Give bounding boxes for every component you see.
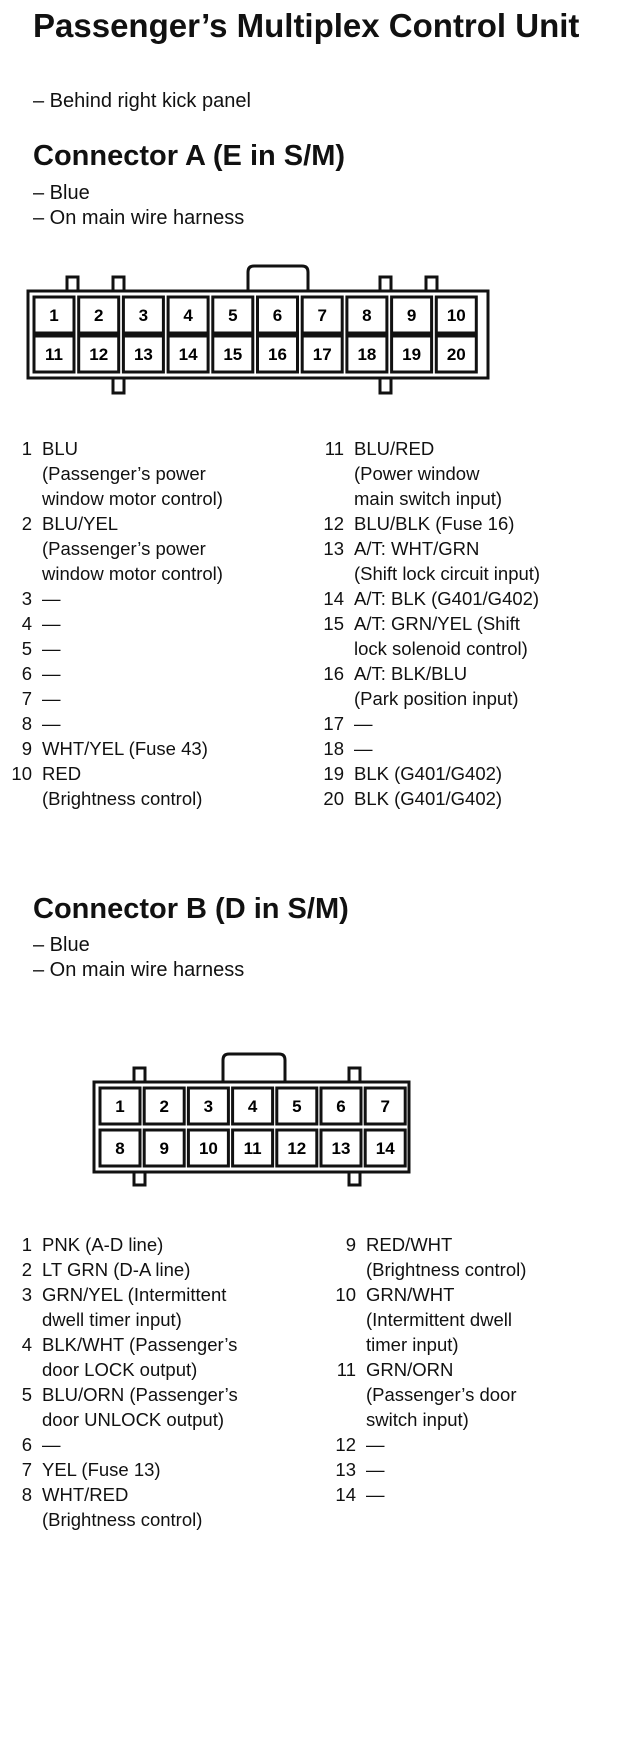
connector-a-pin-entry-text: A/T: WHT/GRN [354,538,480,559]
connector-a-pin-entry-text: WHT/YEL (Fuse 43) [42,738,208,759]
connector-a-pin-entry-text: BLU [42,438,78,459]
connector-b-pin-entry-number: 9 [345,1234,356,1255]
connector-a-diagram [20,262,500,411]
connector-b-tab [134,1068,145,1082]
connector-a-pin-entry-number: 5 [21,638,32,659]
connector-a-pin-entry [314,586,634,611]
connector-b-pin-number: 5 [292,1097,302,1116]
connector-b-pin-entry [2,1282,302,1332]
connector-a-pin-number: 20 [446,345,466,364]
connector-a-pin-entry [2,661,302,686]
connector-a-pin-entry-text: BLU/YEL [42,513,119,534]
connector-a-pin-entry-number: 20 [323,788,344,809]
connector-b-pin-number: 13 [331,1139,351,1158]
connector-a-pin-entry-number: 6 [21,663,32,684]
connector-a-pin-entry [314,661,634,711]
connector-a-pin-entry-text: — [42,638,61,659]
connector-a-pin-entry [2,686,302,711]
connector-b-pin-entry [2,1257,302,1282]
connector-b-pin-entry-text: switch input) [366,1409,469,1430]
connector-b-pin-entry-text: LT GRN (D-A line) [42,1259,191,1280]
connector-b-pin-number: 14 [375,1139,395,1158]
connector-a-pin-entry-text: A/T: BLK (G401/G402) [354,588,540,609]
connector-a-color-note: – Blue [33,182,90,204]
connector-a-pin-entry [2,711,302,736]
connector-b-pin-entry-text: (Brightness control) [366,1259,527,1280]
connector-b-heading: Connector B (D in S/M) [33,893,349,925]
connector-b-pin-entry-text: RED/WHT [366,1234,453,1255]
connector-a-pin-entry-text: BLU/RED [354,438,435,459]
connector-b-pin-number: 12 [287,1139,307,1158]
connector-a-harness-note: – On main wire harness [33,207,245,229]
connector-b-pin-entry [2,1232,302,1257]
connector-a-pin-entry [2,611,302,636]
connector-a-pin-entry [314,761,634,786]
page-title: Passenger’s Multiplex Control Unit [33,7,580,44]
connector-a-pin-entry-number: 17 [323,713,344,734]
connector-a-pin-entry-text: main switch input) [354,488,503,509]
connector-b-harness-note: – On main wire harness [33,959,245,981]
connector-a-pin-entry-text: window motor control) [42,563,223,584]
connector-a-pin-entry [2,761,302,811]
connector-a-tab [426,277,437,291]
connector-a-pin-entry-text: (Shift lock circuit input) [354,563,541,584]
connector-b-pin-number: 4 [247,1097,258,1116]
connector-b-pin-list-right [326,1232,626,1507]
connector-a-tab [113,277,124,291]
connector-a-pin-entry-text: (Passenger’s power [42,538,206,559]
connector-a-pin-entry [314,436,634,511]
connector-a-pin-entry-text: (Power window [354,463,480,484]
connector-a-pin-number: 19 [402,345,422,364]
connector-a-pin-entry-text: lock solenoid control) [354,638,528,659]
connector-a-pin-number: 5 [228,306,238,325]
connector-a-pin-entry [314,511,634,536]
connector-b-pin-entry-text: — [366,1484,385,1505]
connector-a-pin-entry-text: BLK (G401/G402) [354,788,503,809]
connector-b-pin-number: 6 [336,1097,346,1116]
connector-a-pin-entry-number: 11 [324,438,344,459]
connector-b-pin-entry-number: 14 [335,1484,356,1505]
connector-a-pin-entry-number: 9 [21,738,32,759]
connector-b-pin-number: 2 [159,1097,169,1116]
connector-a-pin-entry-number: 13 [323,538,344,559]
connector-a-heading: Connector A (E in S/M) [33,140,346,172]
connector-b-pin-entry [326,1282,626,1357]
connector-b-pin-entry-text: GRN/WHT [366,1284,455,1305]
connector-a-pin-entry-text: (Park position input) [354,688,519,709]
connector-a-tab [380,277,391,291]
connector-a-pin-entry-number: 19 [323,763,344,784]
connector-a-pin-entry-text: (Passenger’s power [42,463,206,484]
connector-a-pin-number: 18 [357,345,377,364]
connector-a-pin-number: 14 [178,345,198,364]
connector-b-tab [349,1068,360,1082]
connector-b-pin-entry-text: GRN/YEL (Intermittent [42,1284,227,1305]
connector-b-pin-number: 8 [115,1139,125,1158]
connector-b-pin-entry-number: 4 [21,1334,32,1355]
connector-a-pin-entry-number: 15 [323,613,344,634]
connector-b-pin-entry-text: (Brightness control) [42,1509,203,1530]
connector-b-pin-entry-number: 3 [21,1284,32,1305]
connector-b-pin-entry-text: timer input) [366,1334,459,1355]
connector-a-pin-number: 8 [362,306,372,325]
connector-b-latch [223,1054,285,1082]
connector-a-pin-number: 4 [183,306,193,325]
connector-b-pin-entry-text: dwell timer input) [42,1309,182,1330]
connector-b-pin-entry [2,1457,302,1482]
connector-b-pin-entry-number: 12 [335,1434,356,1455]
connector-b-pin-entry-number: 7 [21,1459,32,1480]
connector-a-tab [67,277,78,291]
connector-b-pin-list-left [2,1232,302,1532]
connector-a-pin-number: 7 [317,306,327,325]
connector-a-pin-entry-text: — [354,738,373,759]
connector-a-pin-number: 9 [406,306,417,325]
connector-a-pin-entry-number: 18 [323,738,344,759]
connector-b-pin-entry-text: YEL (Fuse 13) [42,1459,161,1480]
connector-a-pin-entry-number: 4 [21,613,32,634]
connector-a-pin-entry-number: 16 [323,663,344,684]
connector-a-pin-number: 16 [268,345,287,364]
connector-b-pin-number: 9 [159,1139,169,1158]
connector-a-pin-entry [314,786,634,811]
connector-b-pin-entry-number: 10 [335,1284,356,1305]
connector-b-pin-entry-text: door LOCK output) [42,1359,198,1380]
connector-a-pin-entry [314,611,634,661]
connector-a-pin-entry-text: RED [42,763,82,784]
connector-b-pin-entry-number: 6 [21,1434,32,1455]
connector-a-pin-number: 11 [45,345,63,364]
connector-a-pin-entry-text: — [42,713,61,734]
connector-b-pin-entry [2,1332,302,1382]
connector-b-pin-entry-text: (Passenger’s door [366,1384,517,1405]
connector-b-pin-entry-number: 11 [336,1359,356,1380]
connector-b-pin-entry [326,1482,626,1507]
connector-b-pin-entry [326,1232,626,1282]
connector-b-pin-number: 10 [198,1139,218,1158]
connector-a-latch [248,266,308,291]
connector-a-pin-entry-text: — [42,663,61,684]
connector-b-svg [86,1050,426,1194]
connector-a-pin-entry-text: window motor control) [42,488,223,509]
connector-b-pin-entry-text: PNK (A-D line) [42,1234,164,1255]
connector-a-pin-number: 6 [272,306,283,325]
connector-b-pin-entry [326,1432,626,1457]
connector-b-pin-entry-number: 5 [21,1384,32,1405]
connector-b-pin-entry-number: 13 [335,1459,356,1480]
connector-b-pin-entry-text: GRN/ORN [366,1359,454,1380]
connector-a-pin-entry [314,711,634,736]
connector-b-pin-entry-number: 8 [21,1484,32,1505]
connector-a-pin-number: 12 [89,345,109,364]
connector-b-pin-entry-text: — [366,1434,385,1455]
connector-b-pin-number: 1 [115,1097,125,1116]
connector-a-pin-entry-number: 8 [21,713,32,734]
connector-a-pin-entry [2,586,302,611]
connector-a-pin-number: 1 [49,306,59,325]
location-note: – Behind right kick panel [33,90,251,112]
connector-a-pin-entry-text: — [354,713,373,734]
connector-a-pin-entry [314,536,634,586]
connector-b-pin-entry-text: (Intermittent dwell [366,1309,512,1330]
connector-a-svg [20,262,500,406]
connector-a-pin-number: 2 [93,306,104,325]
connector-a-pin-number: 3 [138,306,149,325]
connector-b-pin-number: 11 [243,1139,262,1158]
connector-b-pin-entry-text: door UNLOCK output) [42,1409,225,1430]
connector-a-pin-entry-text: (Brightness control) [42,788,203,809]
connector-b-pin-entry [2,1382,302,1432]
connector-b-pin-number: 3 [203,1097,214,1116]
connector-a-pin-number: 17 [312,345,332,364]
connector-b-pin-entry-text: — [42,1434,61,1455]
connector-a-pin-entry-text: BLK (G401/G402) [354,763,503,784]
connector-b-pin-entry-number: 2 [21,1259,32,1280]
connector-b-pin-entry [326,1457,626,1482]
connector-a-pin-number: 15 [223,345,243,364]
connector-a-pin-entry [2,736,302,761]
connector-a-pin-entry-number: 10 [11,763,32,784]
connector-a-pin-entry-number: 14 [323,588,344,609]
connector-b-diagram [86,1050,426,1199]
connector-b-pin-entry-text: BLK/WHT (Passenger’s [42,1334,238,1355]
connector-b-pin-entry-text: BLU/ORN (Passenger’s [42,1384,238,1405]
connector-b-pin-entry-text: — [366,1459,385,1480]
connector-a-pin-entry-text: A/T: BLK/BLU [354,663,468,684]
connector-b-color-note: – Blue [33,934,90,956]
connector-a-pin-entry-text: BLU/BLK (Fuse 16) [354,513,515,534]
connector-b-pin-entry [2,1432,302,1457]
connector-a-pin-list-left [2,436,302,811]
connector-a-pin-number: 13 [133,345,153,364]
connector-a-pin-entry-number: 1 [21,438,32,459]
connector-a-pin-entry-text: — [42,613,61,634]
connector-a-pin-entry [314,736,634,761]
connector-b-pin-entry-text: WHT/RED [42,1484,129,1505]
connector-a-pin-entry-text: — [42,588,61,609]
connector-b-pin-entry-number: 1 [21,1234,32,1255]
connector-a-pin-list-right [314,436,634,811]
connector-a-pin-entry-number: 12 [323,513,344,534]
connector-a-pin-entry [2,436,302,511]
connector-a-pin-entry [2,511,302,586]
connector-a-pin-entry [2,636,302,661]
connector-a-pin-entry-number: 2 [21,513,32,534]
connector-a-pin-entry-number: 3 [21,588,32,609]
connector-a-pin-entry-text: — [42,688,61,709]
connector-b-pin-entry [326,1357,626,1432]
connector-a-pin-entry-text: A/T: GRN/YEL (Shift [354,613,520,634]
connector-a-pin-entry-number: 7 [21,688,32,709]
connector-b-pin-number: 7 [380,1097,390,1116]
connector-a-pin-number: 10 [446,306,466,325]
connector-b-pin-entry [2,1482,302,1532]
